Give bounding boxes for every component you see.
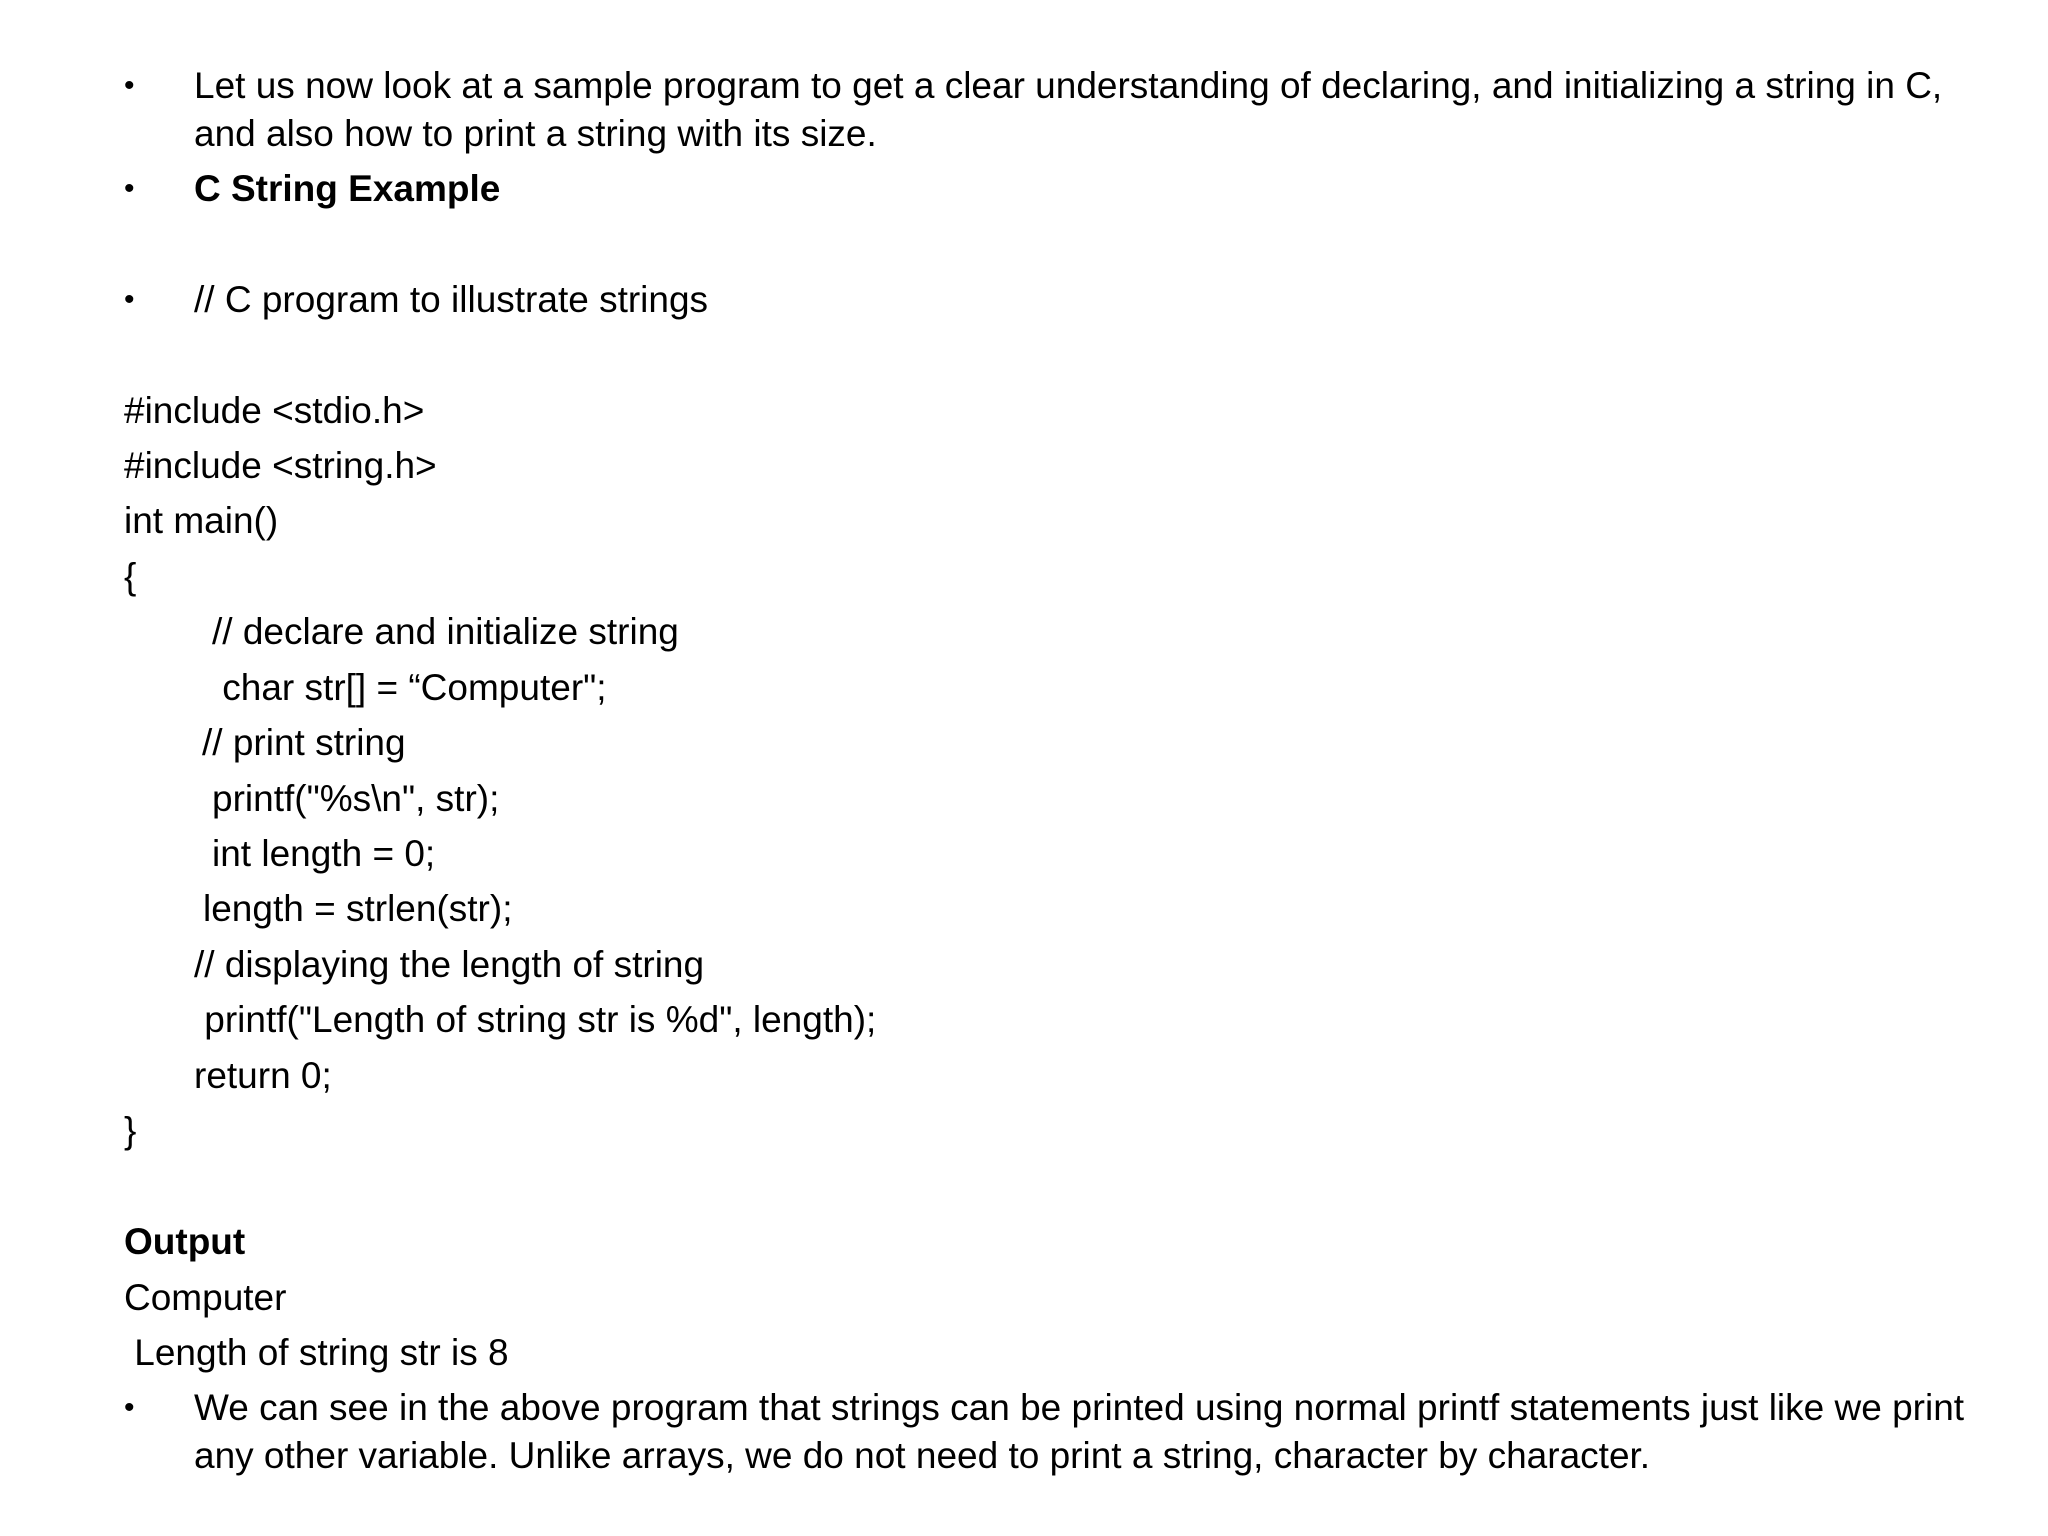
intro-line-1: Let us now look at a sample program to get a clear understanding of declaring, and initializing a string in C, [194,65,1943,106]
code-line: // print string [202,722,406,763]
bullet-marker: • [124,69,135,102]
output-heading: Output [124,1221,246,1262]
code-line: printf("Length of string str is %d", length); [194,999,877,1040]
code-line: int length = 0; [212,833,436,874]
bullet-marker: • [124,283,135,316]
code-line: // displaying the length of string [194,944,705,985]
code-line: char str[] = “Computer"; [212,667,607,708]
code-line: { [124,556,137,597]
code-line: #include <string.h> [124,445,437,486]
output-line: Length of string str is 8 [124,1332,509,1373]
program-comment: // C program to illustrate strings [194,279,709,320]
bullet-marker: • [124,172,135,205]
code-line: } [124,1110,137,1151]
example-heading: C String Example [194,168,501,209]
intro-line-2: and also how to print a string with its size. [194,113,877,154]
code-line: length = strlen(str); [203,888,513,929]
code-line: // declare and initialize string [212,611,679,652]
code-line: return 0; [194,1055,332,1096]
bullet-marker: • [124,1391,135,1424]
code-line: printf("%s\n", str); [212,778,500,819]
conclusion-line-1: We can see in the above program that strings can be printed using normal printf statements just like we print [194,1387,1965,1428]
conclusion-line-2: any other variable. Unlike arrays, we do not need to print a string, character by character. [194,1435,1651,1476]
output-line: Computer [124,1277,287,1318]
code-line: int main() [124,500,279,541]
code-line: #include <stdio.h> [124,390,425,431]
